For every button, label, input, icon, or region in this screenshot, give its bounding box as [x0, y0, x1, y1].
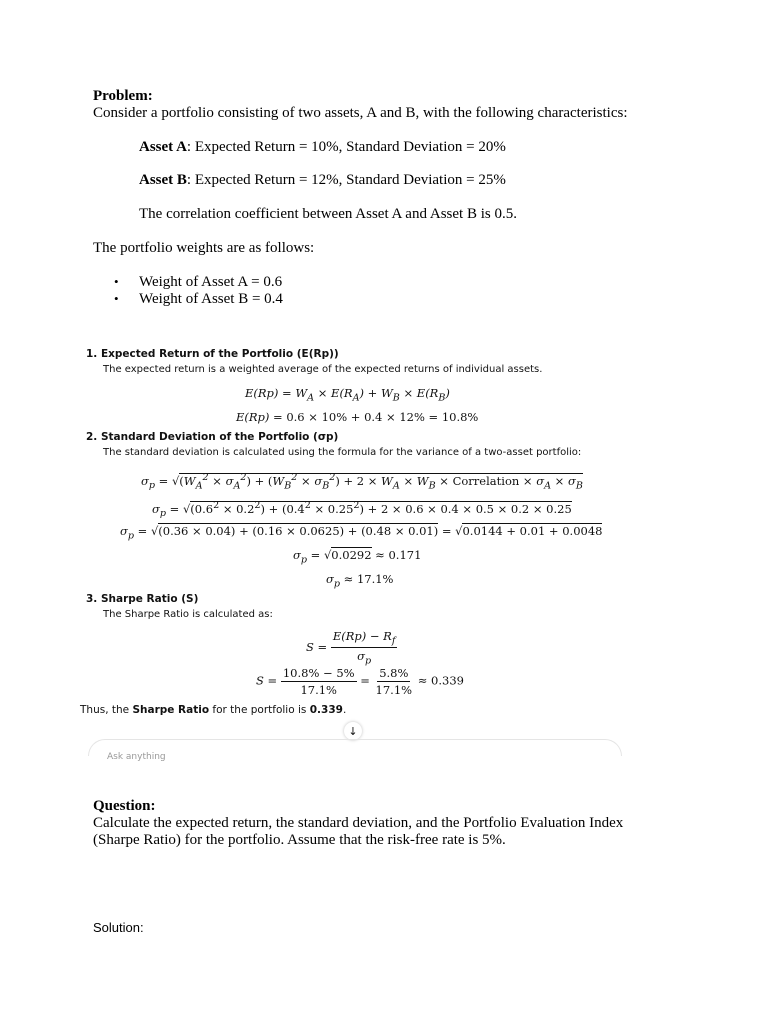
asset-a-text: : Expected Return = 10%, Standard Deviation = 20%: [186, 139, 506, 155]
problem-intro: Consider a portfolio consisting of two assets, A and B, with the following characteristics:: [93, 105, 628, 121]
question-text-line2: (Sharpe Ratio) for the portfolio. Assume that the risk-free rate is 5%.: [93, 832, 506, 848]
formula-sharpe-calc: S = $\frac{10.8\% - 5\%}{17.1\%}$ = $\frac{5.8\%}{17.1\%}$ ≈ 0.339: [256, 666, 464, 697]
conclusion-end: .: [342, 704, 347, 716]
asset-a-line: [139, 139, 506, 156]
section-3-text: The Sharpe Ratio is calculated as:: [103, 609, 273, 620]
correlation-text: The correlation coefficient between Asset A and Asset B is 0.5.: [139, 206, 517, 222]
chat-input-box[interactable]: [88, 739, 622, 762]
conclusion-bold: Sharpe Ratio: [132, 704, 210, 716]
formula-std-dev-percent: $\sigma_p \approx 17.1\%$: [326, 572, 394, 590]
weight-a: Weight of Asset A = 0.6: [139, 274, 283, 290]
section-3-heading: 3. Sharpe Ratio (S): [86, 593, 199, 605]
formula-expected-return-calc: E(Rp) = 0.6 × 10% + 0.4 × 12% = 10.8%: [236, 410, 479, 424]
solution-label: Solution:: [93, 920, 144, 935]
formula-sharpe: S = $\frac{E(Rp) - R_f}{\sigma_p}$: [306, 629, 396, 667]
asset-b-text: : Expected Return = 12%, Standard Deviation = 25%: [186, 172, 506, 188]
weight-b: Weight of Asset B = 0.4: [139, 291, 283, 307]
section-2-heading: 2. Standard Deviation of the Portfolio (σp): [86, 431, 339, 443]
conclusion-value: 0.339: [309, 704, 343, 716]
formula-std-dev-sub: $\sigma_p = √(0.6^2 \times 0.2^2) + (0.4^2 \times 0.25^2) + 2 \times 0.6 \times 0.4 \times 0.5 \times 0.2 \times 0.25$: [152, 500, 572, 520]
problem-heading: Problem:: [93, 88, 153, 104]
chat-input-placeholder: Ask anything: [107, 752, 166, 762]
conclusion-text: [80, 704, 346, 716]
section-2-text: The standard deviation is calculated using the formula for the variance of a two-asset portfolio:: [103, 447, 582, 458]
question-text-line1: Calculate the expected return, the standard deviation, and the Portfolio Evaluation Index: [93, 815, 624, 831]
formula-std-dev-calc: $\sigma_p = √(0.36 \times 0.04) + (0.16 \times 0.0625) + (0.48 \times 0.01) = √0.0144 + 0.01 + 0.0048$: [120, 524, 603, 542]
asset-b-line: [139, 172, 506, 189]
question-heading: Question:: [93, 798, 156, 814]
asset-b-label: Asset B: [139, 172, 187, 188]
conclusion-prefix: Thus, the: [80, 704, 133, 716]
scroll-down-icon[interactable]: ↓: [344, 722, 362, 740]
conclusion-mid: for the portfolio is: [209, 704, 310, 716]
bullet-icon: •: [114, 291, 119, 306]
section-1-heading: 1. Expected Return of the Portfolio (E(Rp)): [86, 348, 339, 360]
bullet-icon: •: [114, 274, 119, 289]
formula-std-dev: $\sigma_p = √(W_A^2 \times \sigma_A^2) + (W_B^2 \times \sigma_B^2) + 2 \times W_A \times W_B$ × Correlation × $\sigma_A \times \sigma_B$: [141, 472, 583, 492]
section-1-text: The expected return is a weighted average of the expected returns of individual assets.: [103, 364, 543, 375]
formula-expected-return: $E(Rp) = W_A \times E(R_A) + W_B \times E(R_B)$: [245, 386, 450, 404]
weights-intro: The portfolio weights are as follows:: [93, 240, 315, 256]
asset-a-label: Asset A: [139, 139, 187, 155]
formula-std-dev-result: $\sigma_p = √0.0292 \approx 0.171$: [293, 548, 422, 566]
